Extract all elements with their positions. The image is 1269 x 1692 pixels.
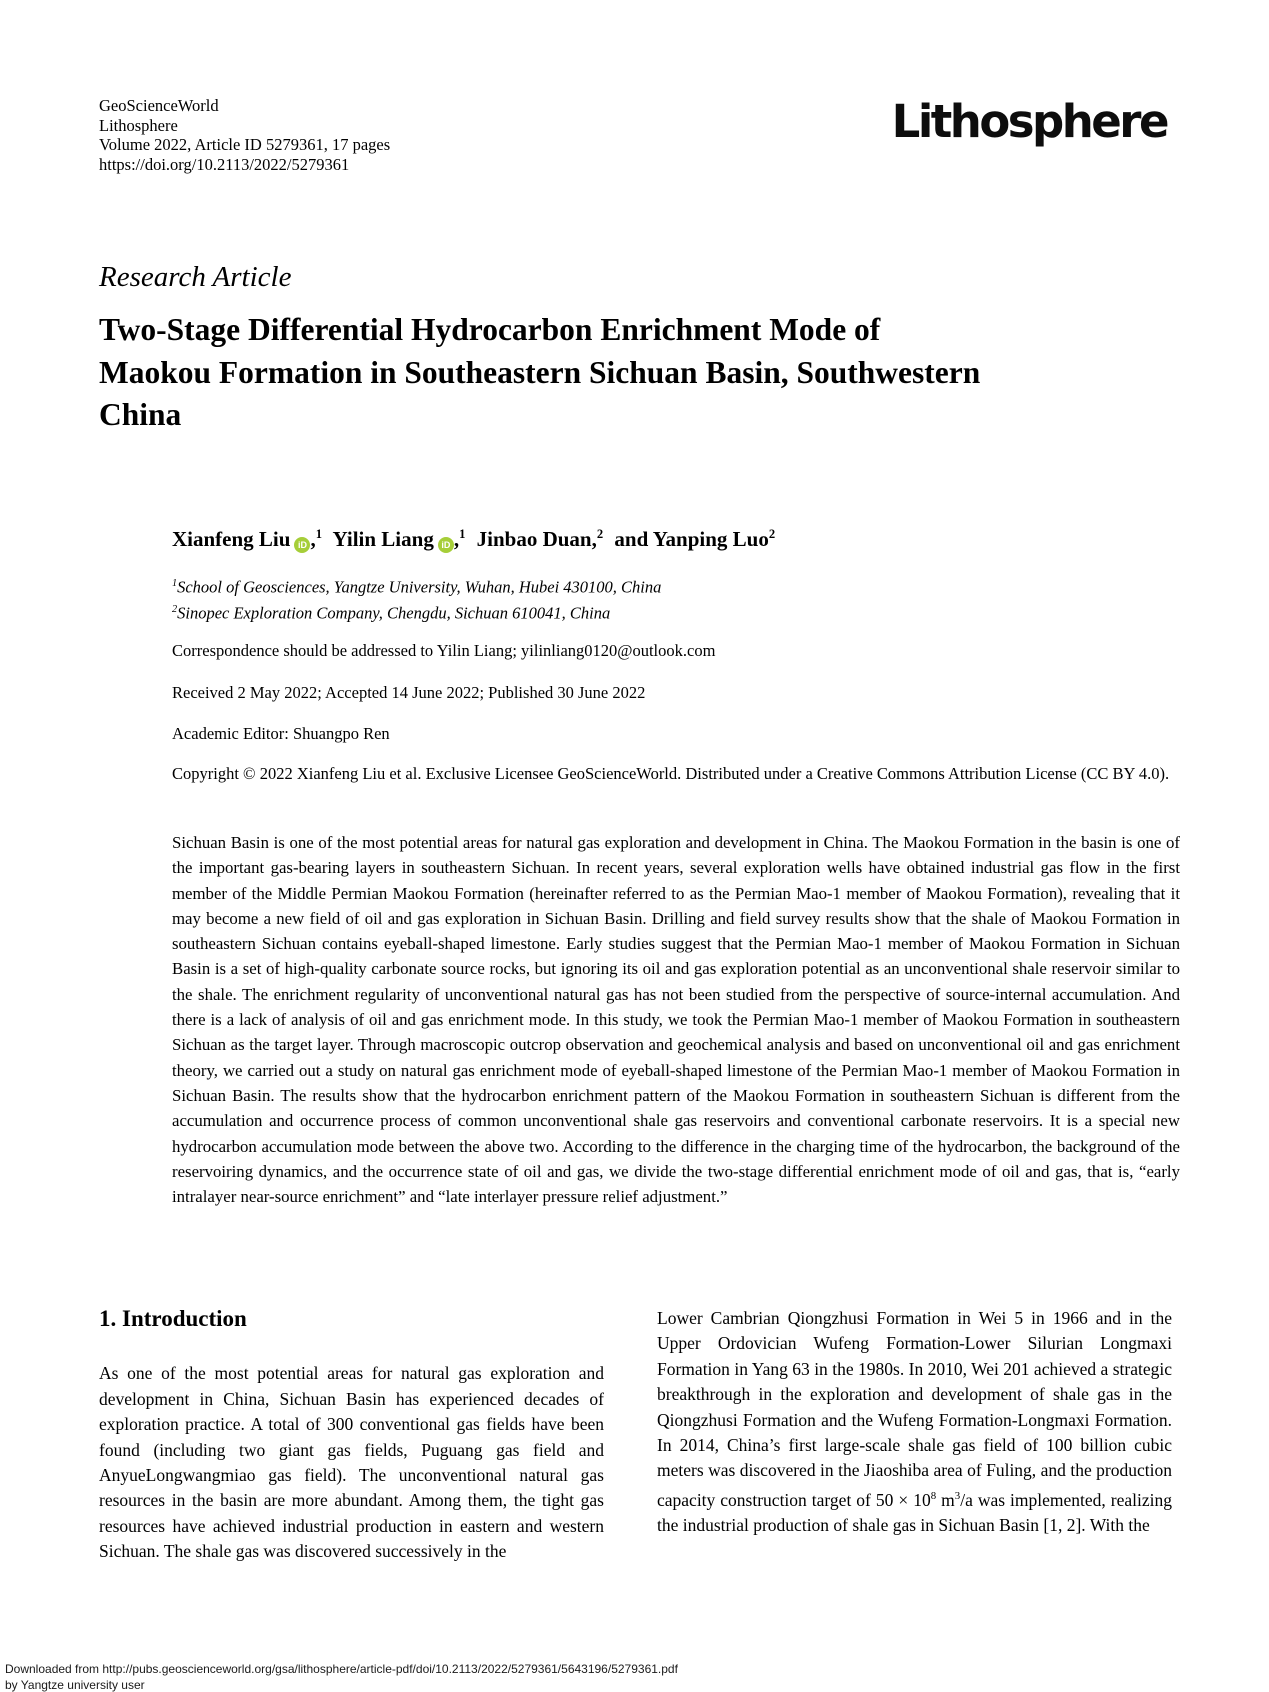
affiliation-text: School of Geosciences, Yangtze University, Wuhan, Hubei 430100, China xyxy=(177,577,662,597)
intro-left-column xyxy=(99,1306,604,1565)
affiliation-list xyxy=(172,573,661,625)
author xyxy=(614,527,775,551)
article-type-label: Research Article xyxy=(99,261,292,293)
abstract-text: Sichuan Basin is one of the most potential areas for natural gas exploration and development in China. The Maokou Formation in the basin is one of the important gas-bearing layers in southeastern Sichuan. In recent years, several exploration wells have obtained industrial gas flow in the first member of the Middle Permian Maokou Formation (hereinafter referred to as the Permian Mao-1 member of Maokou Formation), revealing that it may become a new field of oil and gas exploration in Sichuan Basin. Drilling and field survey results show that the shale of Maokou Formation in southeastern Sichuan contains eyeball-shaped limestone. Early studies suggest that the Permian Mao-1 member of Maokou Formation in Sichuan Basin is a set of high-quality carbonate source rocks, but ignoring its oil and gas exploration potential as an unconventional shale reservoir similar to the shale. The enrichment regularity of unconventional natural gas has not been studied from the perspective of source-internal accumulation. And there is a lack of analysis of oil and gas enrichment mode. In this study, we took the Permian Mao-1 member of Maokou Formation in southeastern Sichuan as the target layer. Through macroscopic outcrop observation and geochemical analysis and based on unconventional oil and gas enrichment theory, we carried out a study on natural gas enrichment mode of eyeball-shaped limestone of the Permian Mao-1 member of Maokou Formation in Sichuan Basin. The results show that the hydrocarbon enrichment pattern of the Maokou Formation in southeastern Sichuan is different from the accumulation and occurrence process of common unconventional shale gas reservoirs and conventional carbonate reservoirs. It is a special new hydrocarbon accumulation mode between the above two. According to the difference in the charging time of the hydrocarbon, the background of the reservoiring dynamics, and the occurrence state of oil and gas, we divide the two-stage differential enrichment mode of oil and gas, that is, “early intralayer near-source enrichment” and “late interlayer pressure relief adjustment.” xyxy=(172,833,1180,1207)
author-separator: , xyxy=(453,527,460,551)
article-title: Two-Stage Differential Hydrocarbon Enrichment Mode of Maokou Formation in Southeastern Sichuan Basin, Southwestern China xyxy=(99,312,981,432)
author-name: Jinbao Duan xyxy=(476,527,592,551)
affiliation xyxy=(172,573,661,599)
author-separator: , xyxy=(591,527,597,551)
volume-line: Volume 2022, Article ID 5279361, 17 pages xyxy=(99,135,391,154)
history-dates-line: Received 2 May 2022; Accepted 14 June 2022; Published 30 June 2022 xyxy=(172,683,646,702)
author-separator: , xyxy=(310,527,316,551)
author-name: Yilin Liang xyxy=(332,527,434,551)
orcid-icon[interactable]: iD xyxy=(438,537,454,553)
formula-unit: m xyxy=(936,1489,955,1510)
orcid-icon[interactable]: iD xyxy=(294,537,310,553)
affiliation-text: Sinopec Exploration Company, Chengdu, Sichuan 610041, China xyxy=(177,603,611,623)
intro-right-paragraph xyxy=(657,1306,1172,1538)
download-user-line: by Yangtze university user xyxy=(5,1678,145,1692)
download-url-line: Downloaded from http://pubs.geoscienceworld.org/gsa/lithosphere/article-pdf/doi/10.2113/2022/5279361/5643196/5279361.pdf xyxy=(5,1662,678,1676)
formula-exponent: 8 xyxy=(930,1489,937,1502)
author xyxy=(332,527,465,551)
author xyxy=(172,527,322,551)
lithosphere-logo: Lithosphere xyxy=(891,95,1167,148)
section-heading-introduction: 1. Introduction xyxy=(99,1306,247,1331)
academic-editor-line: Academic Editor: Shuangpo Ren xyxy=(172,724,390,743)
affiliation-number: 2 xyxy=(172,604,178,615)
copyright-notice: Copyright © 2022 Xianfeng Liu et al. Exclusive Licensee GeoScienceWorld. Distributed under a Creative Commons Attribution License (CC BY 4.0). xyxy=(172,764,1170,783)
author-affiliation-sup: 2 xyxy=(768,527,776,541)
author-affiliation-sup: 1 xyxy=(315,527,322,541)
journal-name: Lithosphere xyxy=(99,115,178,135)
author xyxy=(477,527,604,551)
affiliation xyxy=(172,599,661,625)
intro-right-column xyxy=(657,1306,1172,1538)
publisher-name: GeoScienceWorld xyxy=(99,96,219,115)
doi-link[interactable]: https://doi.org/10.2113/2022/5279361 xyxy=(99,154,350,174)
author-name: Xianfeng Liu xyxy=(172,527,291,551)
publication-info xyxy=(99,96,390,174)
author-name: and Yanping Luo xyxy=(614,527,769,551)
intro-right-text: Lower Cambrian Qiongzhusi Formation in Wei 5 in 1966 and in the Upper Ordovician Wufeng Formation-Lower Silurian Longmaxi Formation in Yang 63 in the 1980s. In 2010, Wei 201 achieved a strategic breakthrough in the exploration and development of shale gas in the Qiongzhusi Formation and the Wufeng Formation-Longmaxi Formation. In 2014, China’s first large-scale shale gas field of 100 billion cubic meters was discovered in the Jiaoshiba area of Fuling, and the production capacity construction target of xyxy=(657,1308,1172,1510)
intro-right-text: /a was implemented, realizing the industrial production of shale gas in Sichuan Basin [1, 2]. With the xyxy=(657,1489,1172,1536)
affiliation-number: 1 xyxy=(172,578,178,589)
formula-base: 50 × 10 xyxy=(875,1489,931,1510)
formula-exponent: 3 xyxy=(954,1489,961,1502)
author-list xyxy=(172,527,781,553)
author-affiliation-sup: 1 xyxy=(459,527,466,541)
author-affiliation-sup: 2 xyxy=(596,527,604,541)
download-footer xyxy=(5,1661,678,1692)
intro-left-paragraph: As one of the most potential areas for natural gas exploration and development in China, Sichuan Basin has experienced decades of exploration practice. A total of 300 conventional gas fields have been found (including two giant gas fields, Puguang gas field and AnyueLongwangmiao gas field). The unconventional natural gas resources in the basin are more abundant. Among them, the tight gas resources have achieved industrial production in eastern and western Sichuan. The shale gas was discovered successively in the xyxy=(99,1363,604,1562)
correspondence-line: Correspondence should be addressed to Yilin Liang; yilinliang0120@outlook.com xyxy=(172,641,716,660)
